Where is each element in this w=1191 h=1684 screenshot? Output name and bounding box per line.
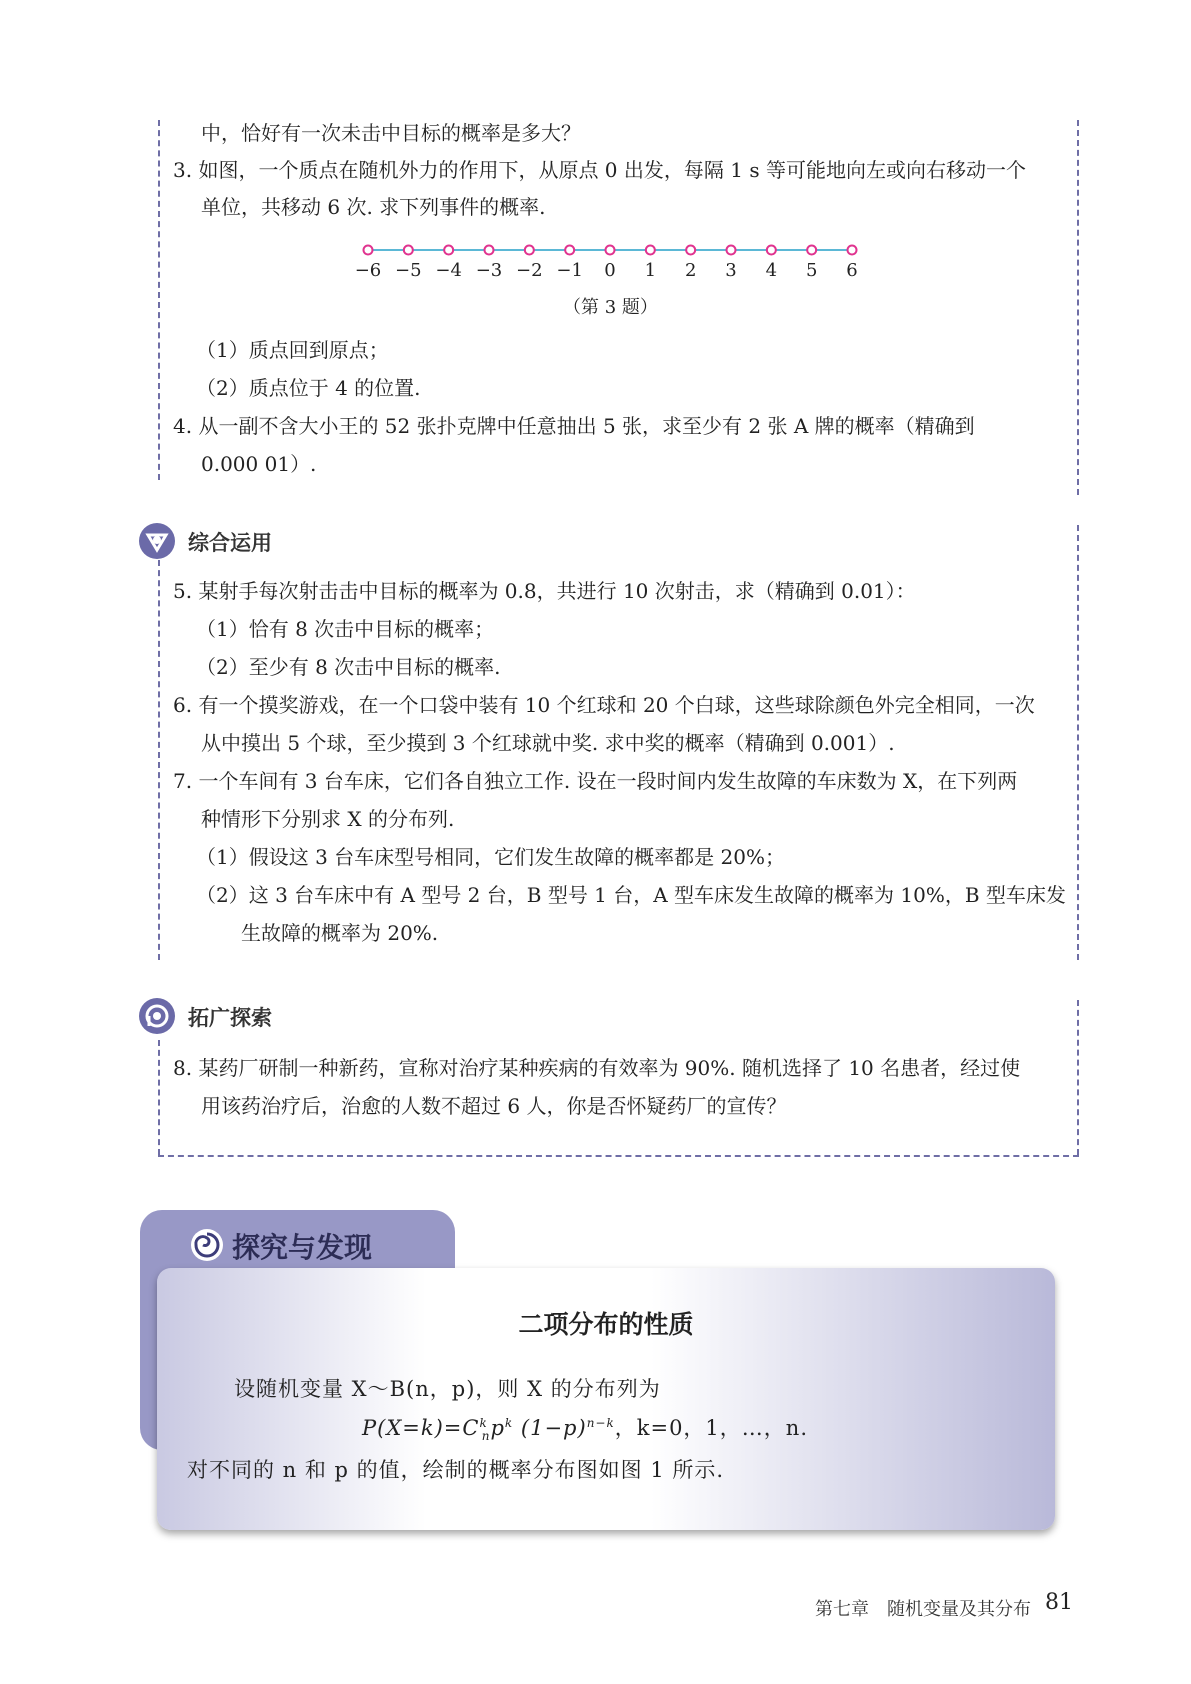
number-line-tick-label: −2 <box>516 260 543 281</box>
frame-right-upper <box>1077 120 1079 495</box>
number-line-tick-label: −6 <box>354 260 382 281</box>
page-number: 81 <box>1045 1590 1073 1615</box>
explore-content-box <box>157 1268 1055 1530</box>
exercise-7-sub2-line1: （2）这 3 台车床中有 A 型号 2 台，B 型号 1 台，A 型车床发生故障的概率为 10%，B 型车床发 <box>196 883 1066 907</box>
exercise-5-sub2: （2）至少有 8 次击中目标的概率. <box>196 655 501 679</box>
exercise-7-line1: 7. 一个车间有 3 台车床，它们各自独立工作. 设在一段时间内发生故障的车床数为 X，在下列两 <box>173 769 1018 793</box>
number-line-point <box>364 246 373 255</box>
exercise-7-sub1: （1）假设这 3 台车床型号相同，它们发生故障的概率都是 20%； <box>196 845 785 869</box>
number-line-point <box>727 246 736 255</box>
exercise-5-sub1: （1）恰有 8 次击中目标的概率； <box>196 617 495 641</box>
explore-label: 探究与发现 <box>232 1231 373 1264</box>
exercise-4-line2: 0.000 01）. <box>201 452 317 476</box>
frame-right-lower <box>1077 1000 1079 1155</box>
explore-formula <box>362 1412 808 1443</box>
number-line-tick-label: 2 <box>684 260 697 281</box>
explore-line1: 设随机变量 X～B(n，p)，则 X 的分布列为 <box>234 1377 661 1401</box>
number-line-point <box>606 246 615 255</box>
exercise-3-sub2: （2）质点位于 4 的位置. <box>196 376 421 400</box>
number-line-tick-label: 5 <box>805 260 818 281</box>
exercise-4-line1: 4. 从一副不含大小王的 52 张扑克牌中任意抽出 5 张，求至少有 2 张 A 牌的概率（精确到 <box>173 414 975 438</box>
footer-chapter: 第七章 随机变量及其分布 <box>815 1599 1031 1620</box>
number-line-figure <box>350 240 880 285</box>
formula-part1: P(X=k)=C <box>362 1416 480 1440</box>
formula-p-exp: k <box>504 1416 514 1430</box>
number-line-point <box>444 246 453 255</box>
number-line-tick-label: −4 <box>435 260 462 281</box>
number-line-tick-label: 6 <box>846 260 858 281</box>
number-line-tick-label: −5 <box>395 260 422 281</box>
exercise-7-sub2-line2: 生故障的概率为 20%. <box>241 921 439 945</box>
comprehensive-section-icon <box>139 523 175 559</box>
explore-box-title: 二项分布的性质 <box>518 1310 694 1339</box>
number-line-point <box>404 246 413 255</box>
exercise-5-line: 5. 某射手每次射击击中目标的概率为 0.8，共进行 10 次射击，求（精确到 0.01）： <box>173 579 916 603</box>
number-line-tick-label: −3 <box>475 260 503 281</box>
exercise-continued-line: 中，恰好有一次未击中目标的概率是多大？ <box>201 121 581 145</box>
frame-left-lower <box>158 1040 160 1155</box>
exercise-3-line1: 3. 如图，一个质点在随机外力的作用下，从原点 0 出发，每隔 1 s 等可能地向左或向右移动一个 <box>173 158 1026 182</box>
exercise-8-line1: 8. 某药厂研制一种新药，宣称对治疗某种疾病的有效率为 90%. 随机选择了 10 名患者，经过使 <box>173 1056 1021 1080</box>
number-line-tick-label: −1 <box>556 260 583 281</box>
number-line-point <box>767 246 776 255</box>
frame-left-upper <box>158 120 160 480</box>
number-line-point <box>525 246 534 255</box>
number-line-point <box>485 246 494 255</box>
number-line-point <box>646 246 655 255</box>
explore-line3: 对不同的 n 和 p 的值，绘制的概率分布图如图 1 所示. <box>187 1458 725 1482</box>
number-line-point <box>807 246 816 255</box>
formula-sup-k: k <box>479 1416 488 1430</box>
exercise-3-sub1: （1）质点回到原点； <box>196 338 389 362</box>
number-line-tick-label: 4 <box>765 260 778 281</box>
explore-icon <box>190 1228 224 1262</box>
number-line-point <box>686 246 695 255</box>
extension-section-icon <box>139 998 175 1034</box>
frame-left-middle <box>158 560 160 960</box>
exercise-6-line1: 6. 有一个摸奖游戏，在一个口袋中装有 10 个红球和 20 个白球，这些球除颜色外完全相同，一次 <box>173 693 1035 717</box>
number-line-point <box>848 246 857 255</box>
exercise-3-line2: 单位，共移动 6 次. 求下列事件的概率. <box>201 195 546 219</box>
number-line-tick-label: 3 <box>725 260 737 281</box>
extension-section-title: 拓广探索 <box>188 1006 272 1030</box>
figure-caption: （第 3 题） <box>563 297 658 318</box>
frame-right-middle <box>1077 525 1079 960</box>
formula-tail: ，k=0，1，…，n. <box>614 1416 808 1440</box>
number-line-tick-label: 0 <box>604 260 616 281</box>
exercise-6-line2: 从中摸出 5 个球，至少摸到 3 个红球就中奖. 求中奖的概率（精确到 0.001）. <box>201 731 895 755</box>
exercise-8-line2: 用该药治疗后，治愈的人数不超过 6 人，你是否怀疑药厂的宣传？ <box>201 1094 787 1118</box>
formula-n-minus-k: n−k <box>586 1416 615 1430</box>
frame-bottom <box>158 1155 1079 1157</box>
exercise-7-line2: 种情形下分别求 X 的分布列. <box>201 807 455 831</box>
formula-one-minus-p: (1−p) <box>520 1416 587 1440</box>
comprehensive-section-title: 综合运用 <box>188 531 272 555</box>
formula-sub-n: n <box>481 1429 491 1444</box>
formula-p: p <box>490 1416 505 1440</box>
number-line-tick-label: 1 <box>644 260 657 281</box>
number-line-point <box>565 246 574 255</box>
